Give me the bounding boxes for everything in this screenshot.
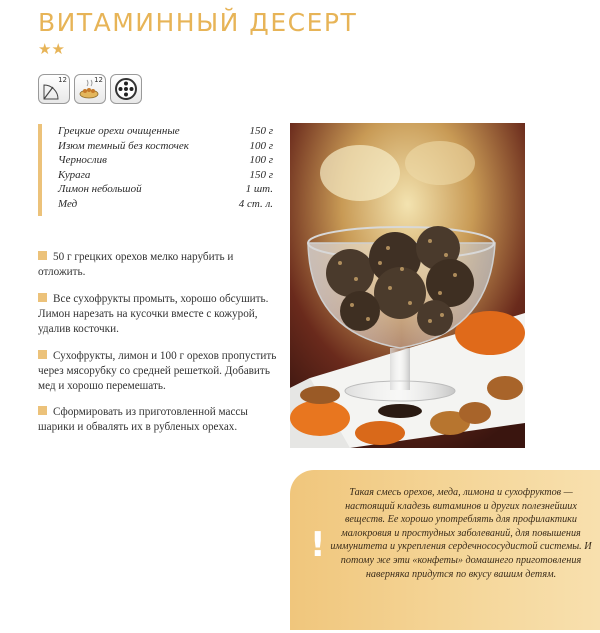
ingredient-qty: 100 г	[249, 139, 273, 152]
ingredient-row	[58, 182, 273, 197]
ingredient-name: Грецкие орехи очищенные	[58, 125, 180, 137]
ingredient-name: Лимон небольшой	[58, 183, 142, 196]
ingredient-row	[58, 124, 273, 139]
exclamation-icon: !	[310, 525, 326, 565]
ingredient-qty: 150 г	[249, 168, 273, 181]
ingredient-row	[58, 197, 273, 212]
step-bullet	[38, 350, 47, 359]
step-text: Сформировать из приготовленной массы шарики и обвалять их в рубленых орехах.	[38, 406, 248, 433]
ingredient-name: Мед	[58, 197, 78, 210]
step-1	[38, 250, 278, 280]
recipe-icons	[38, 74, 142, 104]
step-4	[38, 405, 278, 435]
ingredient-row	[58, 153, 273, 168]
dessert-photo	[290, 123, 525, 448]
ingredient-row	[58, 139, 273, 154]
step-bullet	[38, 251, 47, 260]
ingredient-name: Курага	[58, 168, 91, 181]
ingredient-qty: 100 г	[249, 154, 273, 167]
step-2	[38, 292, 278, 336]
step-text: 50 г грецких орехов мелко нарубить и отложить.	[38, 251, 234, 278]
step-text: Сухофрукты, лимон и 100 г орехов пропустить через мясорубку со средней решеткой. Добавить мед и хорошо перемешать.	[38, 350, 277, 392]
ingredient-qty: 4 ст. л.	[238, 197, 273, 210]
ingredient-qty: 150 г	[249, 125, 273, 137]
recipe-title: ВИТАМИННЫЙ ДЕСЕРТ	[38, 8, 358, 37]
ingredient-name: Изюм темный без косточек	[58, 139, 189, 152]
step-bullet	[38, 406, 47, 415]
ingredient-qty: 1 шт.	[245, 183, 273, 196]
prep-time-icon: 12	[38, 74, 70, 104]
ingredient-name: Чернослив	[58, 154, 107, 167]
servings-icon: 12	[74, 74, 106, 104]
step-text: Все сухофрукты промыть, хорошо обсушить. Лимон нарезать на кусочки вместе с кожурой, удалив косточки.	[38, 293, 269, 335]
difficulty-stars: ★★	[38, 40, 65, 58]
ingredient-row	[58, 168, 273, 183]
ingredients-accent-bar	[38, 124, 42, 216]
ingredients-list	[58, 124, 273, 212]
step-bullet	[38, 293, 47, 302]
step-3	[38, 349, 278, 393]
tip-text: Такая смесь орехов, меда, лимона и сухофруктов — настоящий кладезь витаминов и других полезнейших веществ. Ее хорошо употреблять для профилактики малокровия и простудных заболеваний, для повышения иммунитета и укрепления сердечнососудистой системы. И потому же эти «конфеты» домашнего приготовления наверняка придутся по вкусу вашим детям.	[330, 487, 592, 580]
grinder-icon	[110, 74, 142, 104]
tip-box	[290, 470, 600, 630]
